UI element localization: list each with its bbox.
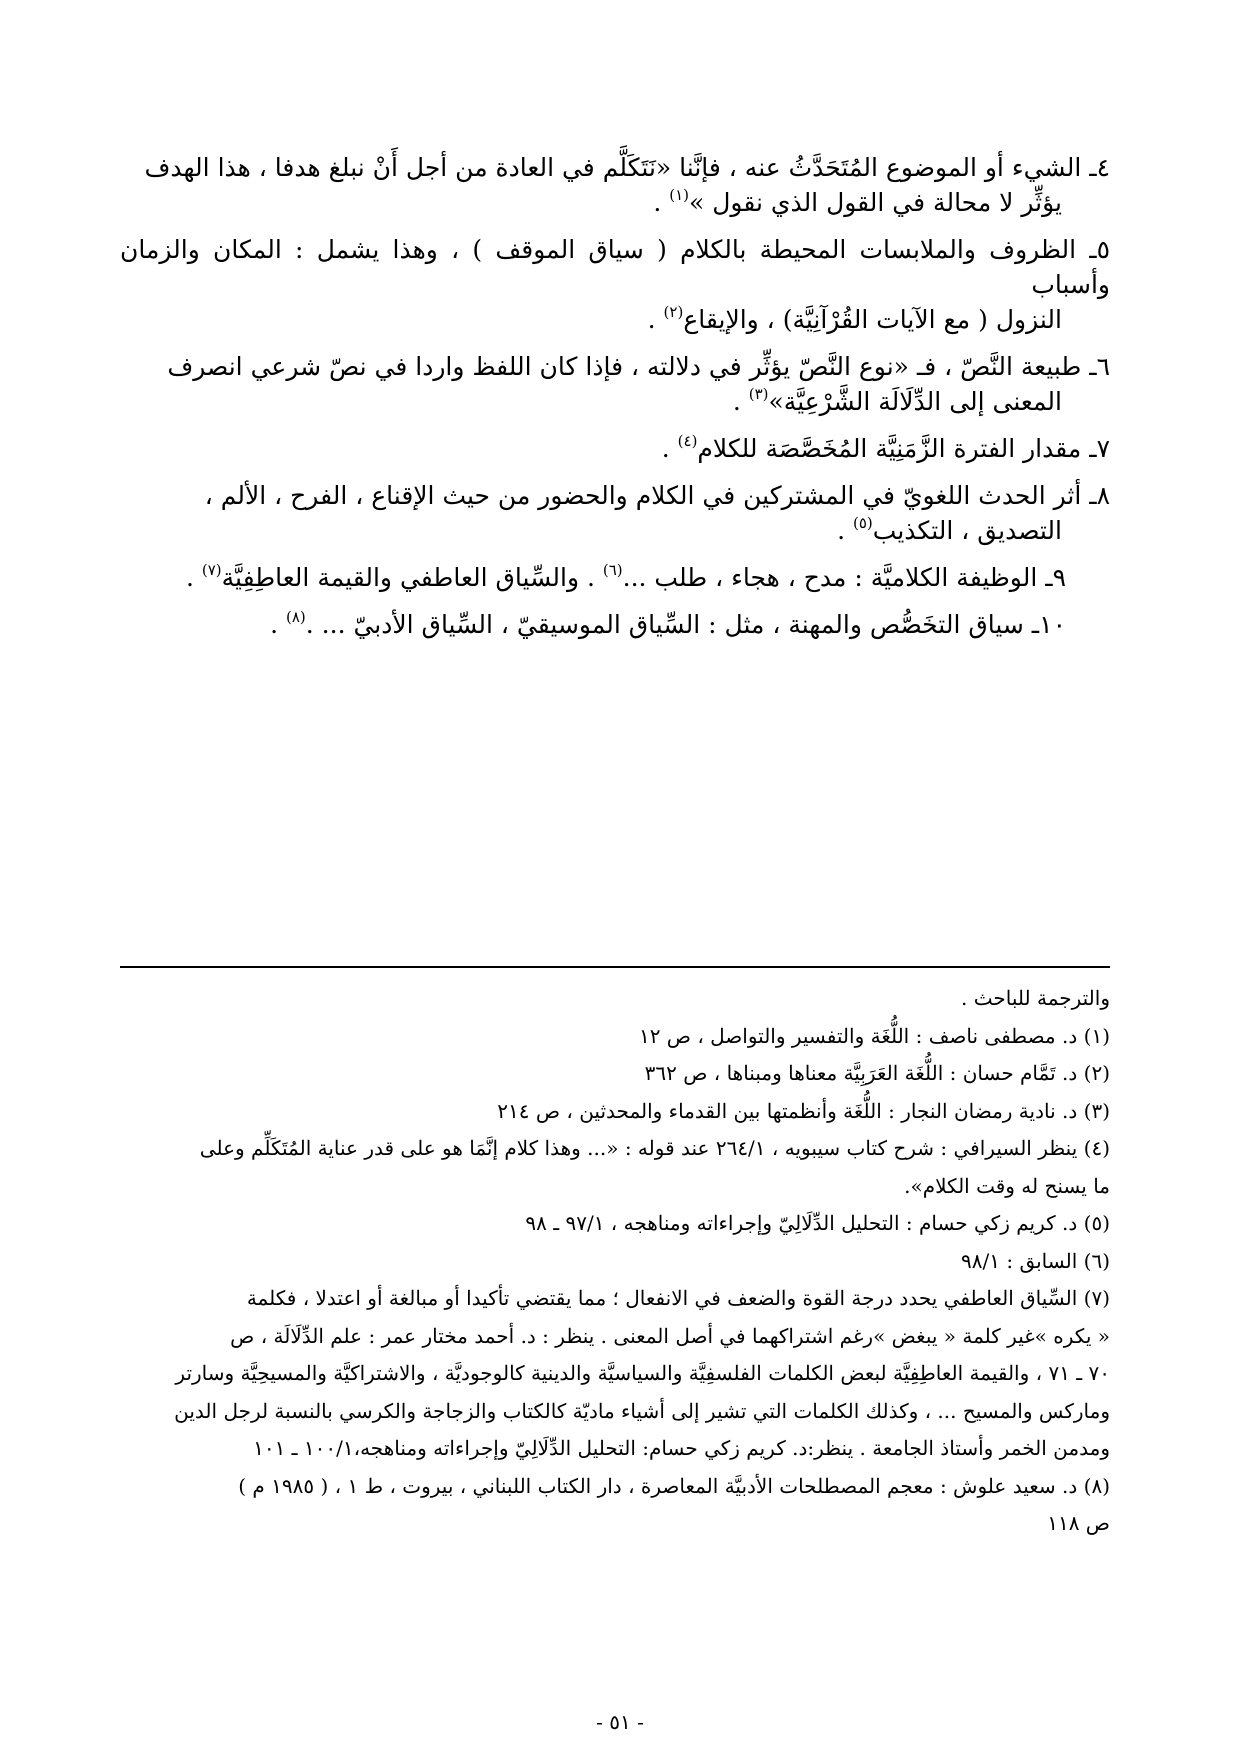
footnote-ref[interactable]: (١) <box>669 186 689 204</box>
footnotes-section <box>120 980 1110 1543</box>
footnote-continuation: والترجمة للباحث . <box>961 986 1110 1010</box>
footnote-line: (٦) السابق : ٩٨/١ <box>961 1248 1110 1273</box>
list-item-line: النزول ( مع الآيات القُرْآنِيَّة) ، والإيقاع$^{(٢)}$ . <box>647 303 1062 334</box>
list-item-line: التصديق ، التكذيب$^{(٥)}$ . <box>837 514 1062 545</box>
page-number: - ٥١ - <box>596 1710 644 1734</box>
footnote-line: وماركس والمسيح ... ، وكذلك الكلمات التي تشير إلى أشياء ماديّة كالكتاب والزجاجة والكرسي بالنسبة لرجل الدين <box>174 1398 1110 1423</box>
footnote-line: (١) د. مصطفى ناصف : اللُّغَة والتفسير والتواصل ، ص ١٢ <box>638 1023 1110 1048</box>
footnote-line: (٢) د. تَمَّام حسان : اللُّغَة العَرَبِيَّة معناها ومبناها ، ص ٣٦٢ <box>644 1061 1110 1085</box>
footnote-ref[interactable]: (٥) <box>852 514 873 532</box>
list-item-6 <box>120 349 1110 419</box>
list-item-line: ٧ـ مقدار الفترة الزَّمَنِيَّة المُخَصَّصَة للكلام$^{(٤)}$ . <box>661 432 1110 463</box>
list-item-line: ١٠ـ سياق التخَصُّص والمهنة ، مثل : السِّياق الموسيقيّ ، السِّياق الأدبيّ ... .$^{(٨)}$ . <box>270 608 1066 639</box>
list-item-line: ٨ـ أثر الحدث اللغويّ في المشتركين في الكلام والحضور من حيث الإقناع ، الفرح ، الألم ، <box>204 481 1110 510</box>
footnote-line: ومدمن الخمر وأستاذ الجامعة . ينظر:د. كريم زكي حسام: التحليل الدِّلَالِيّ وإجراءاته ومناهجه،١٠٠/١ ـ ١٠١ <box>253 1436 1110 1460</box>
footnote-ref[interactable]: (٦) <box>602 561 623 579</box>
footnote-ref[interactable]: (٢) <box>663 303 684 321</box>
list-item-8 <box>120 478 1110 548</box>
footnote-line: (٣) د. نادية رمضان النجار : اللُّغَة وأنظمتها بين القدماء والمحدثين ، ص ٢١٤ <box>497 1098 1110 1123</box>
list-item-5 <box>120 232 1110 337</box>
footnote <box>120 1280 1110 1468</box>
footnote-line: (٧) السِّياق العاطفي يحدد درجة القوة والضعف في الانفعال ؛ مما يقتضي تأكيدا أو مبالغة أو اعتدلا ، فكلمة <box>246 1286 1110 1310</box>
footnote-line: ص ١١٨ <box>1047 1511 1110 1535</box>
list-item-4 <box>120 150 1110 220</box>
footnote <box>120 1093 1110 1131</box>
footnote-list <box>120 1018 1110 1543</box>
footnote-ref[interactable]: (٤) <box>677 432 698 450</box>
footnote-line: (٤) ينظر السيرافي : شرح كتاب سيبويه ، ٢٦٤/١ عند قوله : «... وهذا كلام إنَّمَا هو على قدر عناية المُتَكَلِّم وعلى <box>199 1136 1110 1160</box>
list-item-9 <box>120 560 1110 595</box>
footnote-ref[interactable]: (٧) <box>201 561 222 579</box>
footnote-line: « يكره »غير كلمة « يبغض »رغم اشتراكهما في أصل المعنى . ينظر : د. أحمد مختار عمر : علم الدِّلَالَة ، ص <box>230 1323 1110 1348</box>
list-item-7 <box>120 431 1110 466</box>
list-item-line: المعنى إلى الدِّلَالَة الشَّرْعِيَّة»$^{(٣)}$ . <box>732 385 1062 416</box>
list-item-line: يؤثِّر لا محالة في القول الذي نقول »$^{(١)}$ . <box>653 186 1062 217</box>
footnote-line: ما يسنح له وقت الكلام». <box>904 1173 1110 1198</box>
footnote <box>120 1243 1110 1281</box>
footnote-line: (٨) د. سعيد علوش : معجم المصطلحات الأدبيَّة المعاصرة ، دار الكتاب اللبناني ، بيروت ، ط ١ ، ( ١٩٨٥ م ) <box>238 1473 1110 1498</box>
list-item-line: ٩ـ الوظيفة الكلاميَّة : مدح ، هجاء ، طلب ...$^{(٦)}$ . والسِّياق العاطفي والقيمة العاطِفِيَّة$^{(٧)}$ . <box>185 561 1066 592</box>
main-text <box>120 150 1110 654</box>
list-item-line: ٥ـ الظروف والملابسات المحيطة بالكلام ( سياق الموقف ) ، وهذا يشمل : المكان والزمان وأسباب <box>120 235 1110 299</box>
footnote-ref[interactable]: (٨) <box>286 608 306 626</box>
list-item-10 <box>120 607 1110 642</box>
list-item-line: ٦ـ طبيعة النَّصّ ، فـ «نوع النَّصّ يؤثِّر في دلالته ، فإذا كان اللفظ واردا في نصّ شرعي انصرف <box>167 352 1110 381</box>
footnote <box>120 1055 1110 1093</box>
footnote <box>120 1205 1110 1243</box>
footnote-separator <box>120 966 1110 968</box>
footnote-ref[interactable]: (٣) <box>748 385 769 403</box>
footnote <box>120 1018 1110 1056</box>
footnote <box>120 1130 1110 1205</box>
footnote <box>120 1468 1110 1543</box>
footnote-line: ٧٠ ـ ٧١ ، والقيمة العاطِفِيَّة لبعض الكلمات الفلسفِيَّة والسياسيَّة والدينية كالوجوديَّة ، والاشتراكيَّة والمسيحِيَّة وسارتر <box>175 1361 1110 1385</box>
list-item-line: ٤ـ الشيء أو الموضوع المُتَحَدَّثُ عنه ، فإنَّنا «نَتَكَلَّم في العادة من أجل أَنْ نبلغ هدفا ، هذا الهدف <box>144 153 1110 182</box>
footnote-line: (٥) د. كريم زكي حسام : التحليل الدِّلَالِيّ وإجراءاته ومناهجه ، ٩٧/١ ـ ٩٨ <box>525 1211 1110 1235</box>
